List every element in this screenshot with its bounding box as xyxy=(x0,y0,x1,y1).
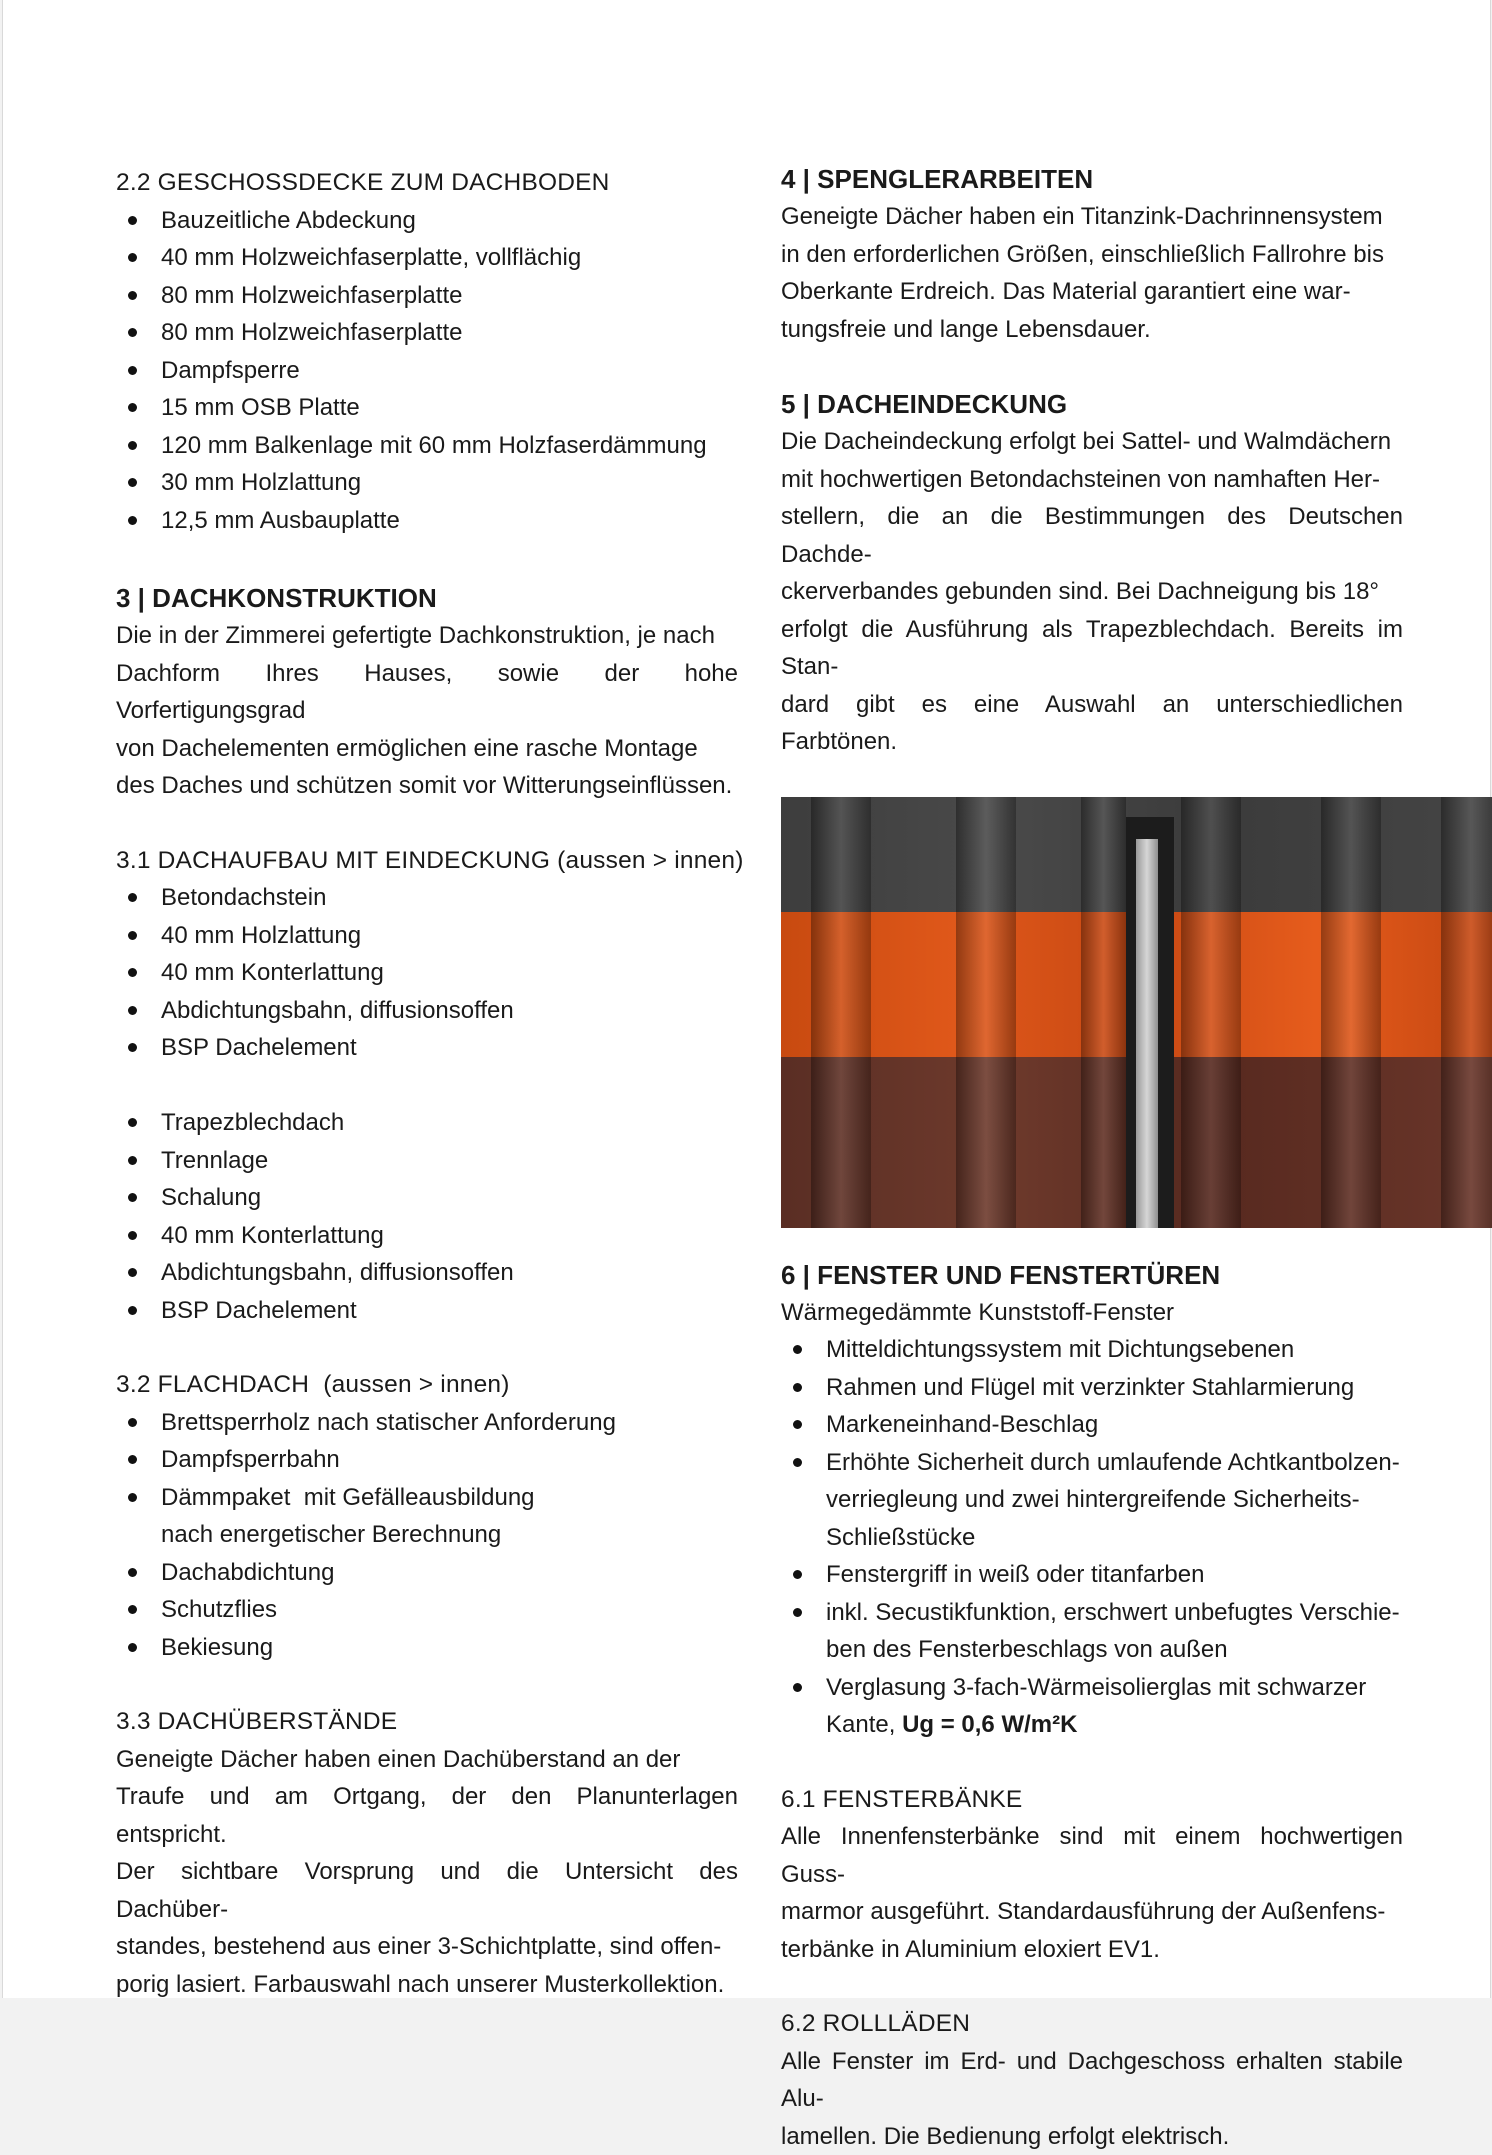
text-line: inkl. Secustikfunktion, erschwert unbefugtes Verschie- xyxy=(826,1599,1400,1626)
section-3-heading: 3 | DACHKONSTRUKTION xyxy=(116,579,738,617)
list-item: Trapezblechdach xyxy=(116,1104,738,1142)
list-item: 80 mm Holzweichfaserplatte xyxy=(116,314,738,352)
section-6-1-heading: 6.1 FENSTERBÄNKE xyxy=(781,1781,1403,1819)
list-item: Dachabdichtung xyxy=(116,1554,738,1592)
section-6-intro: Wärmegedämmte Kunststoff-Fenster xyxy=(781,1294,1403,1332)
text-line: tungsfreie und lange Lebensdauer. xyxy=(781,316,1151,343)
text-line: ben des Fensterbeschlags von außen xyxy=(826,1636,1228,1663)
list-item xyxy=(781,1444,1403,1557)
list-item: BSP Dachelement xyxy=(116,1029,738,1067)
text-line: erfolgt die Ausführung als Trapezblechdach. Bereits im Stan- xyxy=(781,616,1403,681)
list-item: 40 mm Holzweichfaserplatte, vollflächig xyxy=(116,239,738,277)
right-column xyxy=(781,160,1403,2155)
list-item: 30 mm Holzlattung xyxy=(116,464,738,502)
text-line: Dachform Ihres Hauses, sowie der hohe Vorfertigungsgrad xyxy=(116,660,738,725)
text-line: Kante, xyxy=(826,1711,902,1738)
section-3-2-list xyxy=(116,1404,738,1667)
list-item: BSP Dachelement xyxy=(116,1292,738,1330)
text-line: porig lasiert. Farbauswahl nach unserer Musterkollektion. xyxy=(116,1971,724,1998)
list-item: 80 mm Holzweichfaserplatte xyxy=(116,277,738,315)
roof-tiles-photo xyxy=(781,797,1492,1228)
text-line: terbänke in Aluminium eloxiert EV1. xyxy=(781,1936,1160,1963)
list-item: Trennlage xyxy=(116,1142,738,1180)
list-item xyxy=(781,1594,1403,1669)
text-line: von Dachelementen ermöglichen eine rasche Montage xyxy=(116,735,698,762)
section-6-heading: 6 | FENSTER UND FENSTERTÜREN xyxy=(781,1256,1403,1294)
list-item: 120 mm Balkenlage mit 60 mm Holzfaserdämmung xyxy=(116,427,738,465)
list-item: 40 mm Konterlattung xyxy=(116,954,738,992)
tile-ridge xyxy=(1441,797,1492,1228)
text-line: des Daches und schützen somit vor Witterungseinflüssen. xyxy=(116,772,732,799)
list-item: Dampfsperre xyxy=(116,352,738,390)
tile-ridge xyxy=(956,797,1016,1228)
text-line: Die Dacheindeckung erfolgt bei Sattel- und Walmdächern xyxy=(781,428,1391,455)
text-line: marmor ausgeführt. Standardausführung der Außenfens- xyxy=(781,1898,1385,1925)
section-4-text xyxy=(781,198,1403,348)
section-4-heading: 4 | SPENGLERARBEITEN xyxy=(781,160,1403,198)
list-item: Schalung xyxy=(116,1179,738,1217)
section-6-2-text xyxy=(781,2043,1403,2155)
list-item: 12,5 mm Ausbauplatte xyxy=(116,502,738,540)
text-line: Verglasung 3-fach-Wärmeisolierglas mit schwarzer xyxy=(826,1674,1366,1701)
list-item: Schutzflies xyxy=(116,1591,738,1629)
text-line: Alle Fenster im Erd- und Dachgeschoss erhalten stabile Alu- xyxy=(781,2048,1403,2113)
text-line: Alle Innenfensterbänke sind mit einem hochwertigen Guss- xyxy=(781,1823,1403,1888)
section-2-2-list xyxy=(116,202,738,540)
section-6-2-heading: 6.2 ROLLLÄDEN xyxy=(781,2005,1403,2043)
section-3-1-list-b xyxy=(116,1104,738,1329)
text-line: verriegleung und zwei hintergreifende Sicherheits- xyxy=(826,1486,1360,1513)
text-line: lamellen. Die Bedienung erfolgt elektrisch. xyxy=(781,2123,1229,2150)
section-3-1-list-a xyxy=(116,879,738,1067)
section-3-3-heading: 3.3 DACHÜBERSTÄNDE xyxy=(116,1703,738,1741)
left-column xyxy=(116,164,738,2003)
tile-ridge xyxy=(811,797,871,1228)
text-line: ckerverbandes gebunden sind. Bei Dachneigung bis 18° xyxy=(781,578,1379,605)
document-page xyxy=(2,0,1491,1998)
list-item: Dampfsperrbahn xyxy=(116,1441,738,1479)
list-item: 40 mm Holzlattung xyxy=(116,917,738,955)
list-item-text: Dämmpaket mit Gefälleausbildung xyxy=(161,1484,535,1511)
section-3-2-heading: 3.2 FLACHDACH (aussen > innen) xyxy=(116,1366,738,1404)
text-line: Erhöhte Sicherheit durch umlaufende Achtkantbolzen- xyxy=(826,1449,1400,1476)
list-item: 15 mm OSB Platte xyxy=(116,389,738,427)
text-line: Geneigte Dächer haben ein Titanzink-Dachrinnensystem xyxy=(781,203,1383,230)
section-5-text xyxy=(781,423,1403,761)
text-line: Die in der Zimmerei gefertigte Dachkonstruktion, je nach xyxy=(116,622,715,649)
list-item xyxy=(116,1479,738,1554)
list-item: Betondachstein xyxy=(116,879,738,917)
list-item: Abdichtungsbahn, diffusionsoffen xyxy=(116,992,738,1030)
section-3-3-text xyxy=(116,1741,738,2004)
section-3-text xyxy=(116,617,738,805)
metal-bar xyxy=(1136,839,1158,1228)
list-item: Mitteldichtungssystem mit Dichtungsebenen xyxy=(781,1331,1403,1369)
list-item: Rahmen und Flügel mit verzinkter Stahlarmierung xyxy=(781,1369,1403,1407)
text-line: mit hochwertigen Betondachsteinen von namhaften Her- xyxy=(781,466,1380,493)
list-item: Brettsperrholz nach statischer Anforderung xyxy=(116,1404,738,1442)
text-line: Traufe und am Ortgang, der den Planunterlagen entspricht. xyxy=(116,1783,738,1848)
text-line: stellern, die an die Bestimmungen des Deutschen Dachde- xyxy=(781,503,1403,568)
section-6-list xyxy=(781,1331,1403,1744)
text-line: standes, bestehend aus einer 3-Schichtplatte, sind offen- xyxy=(116,1933,721,1960)
list-item: Markeneinhand-Beschlag xyxy=(781,1406,1403,1444)
text-line: in den erforderlichen Größen, einschließlich Fallrohre bis xyxy=(781,241,1384,268)
list-item-continuation: nach energetischer Berechnung xyxy=(161,1521,501,1548)
text-line: dard gibt es eine Auswahl an unterschiedlichen Farbtönen. xyxy=(781,691,1403,756)
list-item: Fenstergriff in weiß oder titanfarben xyxy=(781,1556,1403,1594)
list-item: 40 mm Konterlattung xyxy=(116,1217,738,1255)
section-3-1-heading: 3.1 DACHAUFBAU MIT EINDECKUNG (aussen > innen) xyxy=(116,842,738,880)
section-2-2-heading: 2.2 GESCHOSSDECKE ZUM DACHBODEN xyxy=(116,164,738,202)
text-line: Der sichtbare Vorsprung und die Untersicht des Dachüber- xyxy=(116,1858,738,1923)
list-item: Bauzeitliche Abdeckung xyxy=(116,202,738,240)
tile-ridge xyxy=(1321,797,1381,1228)
text-line: Geneigte Dächer haben einen Dachüberstand an der xyxy=(116,1746,680,1773)
text-line: Schließstücke xyxy=(826,1524,975,1551)
list-item: Abdichtungsbahn, diffusionsoffen xyxy=(116,1254,738,1292)
u-value-label: Ug = 0,6 W/m²K xyxy=(902,1711,1077,1738)
tile-ridge xyxy=(1181,797,1241,1228)
text-line: Oberkante Erdreich. Das Material garantiert eine war- xyxy=(781,278,1351,305)
section-6-1-text xyxy=(781,1818,1403,1968)
tile-ridge xyxy=(1081,797,1126,1228)
list-item xyxy=(781,1669,1403,1744)
list-item: Bekiesung xyxy=(116,1629,738,1667)
section-5-heading: 5 | DACHEINDECKUNG xyxy=(781,385,1403,423)
